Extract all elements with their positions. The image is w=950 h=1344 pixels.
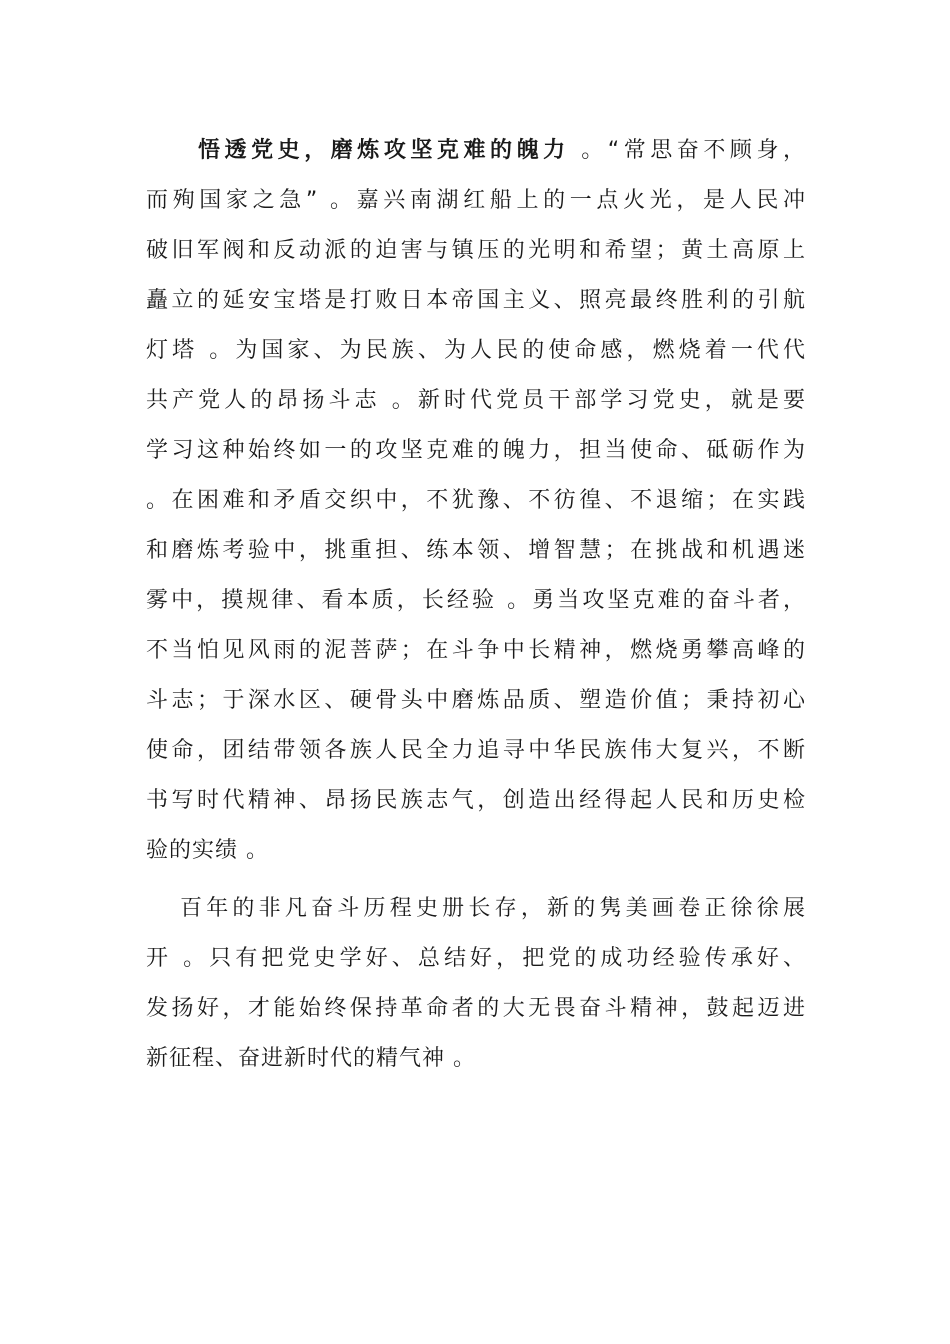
paragraph-line: 而殉国家之急” 。嘉兴南湖红船上的一点火光，是人民冲 — [146, 188, 806, 213]
paragraph-line: 矗立的延安宝塔是打败日本帝国主义、照亮最终胜利的引航 — [146, 288, 806, 313]
paragraph-line: 新征程、奋进新时代的精气神 。 — [146, 1046, 476, 1071]
paragraph-1-line-1-text: 。“常思奋不顾身， — [569, 138, 806, 163]
paragraph-line: 书写时代精神、昂扬民族志气，创造出经得起人民和历史检 — [146, 788, 806, 813]
paragraph-1-line-1 — [146, 126, 806, 176]
paragraph-line: 验的实绩 。 — [146, 838, 269, 863]
paragraph-2 — [146, 884, 806, 1084]
paragraph-line: 百年的非凡奋斗历程史册长存，新的隽美画卷正徐徐展 — [180, 896, 806, 921]
paragraph-line: 发扬好，才能始终保持革命者的大无畏奋斗精神，鼓起迈进 — [146, 996, 806, 1021]
paragraph-line: 共产党人的昂扬斗志 。新时代党员干部学习党史，就是要 — [146, 388, 806, 413]
paragraph-line: 斗志；于深水区、硬骨头中磨炼品质、塑造价值；秉持初心 — [146, 688, 806, 713]
paragraph-line: 不当怕见风雨的泥菩萨；在斗争中长精神，燃烧勇攀高峰的 — [146, 638, 806, 663]
paragraph-line: 学习这种始终如一的攻坚克难的魄力，担当使命、砥砺作为 — [146, 438, 806, 463]
paragraph-1 — [146, 126, 806, 876]
paragraph-line: 雾中，摸规律、看本质，长经验 。勇当攻坚克难的奋斗者， — [146, 588, 806, 613]
paragraph-line: 和磨炼考验中，挑重担、练本领、增智慧；在挑战和机遇迷 — [146, 538, 806, 563]
document-body — [146, 126, 806, 1084]
section-heading: 悟透党史，磨炼攻坚克难的魄力 — [198, 138, 570, 163]
paragraph-line: 开 。只有把党史学好、总结好，把党的成功经验传承好、 — [146, 946, 806, 971]
paragraph-line: 。在困难和矛盾交织中，不犹豫、不彷徨、不退缩；在实践 — [146, 488, 806, 513]
paragraph-line: 使命，团结带领各族人民全力追寻中华民族伟大复兴，不断 — [146, 738, 806, 763]
paragraph-line: 灯塔 。为国家、为民族、为人民的使命感，燃烧着一代代 — [146, 338, 806, 363]
paragraph-line: 破旧军阀和反动派的迫害与镇压的光明和希望；黄土高原上 — [146, 238, 806, 263]
